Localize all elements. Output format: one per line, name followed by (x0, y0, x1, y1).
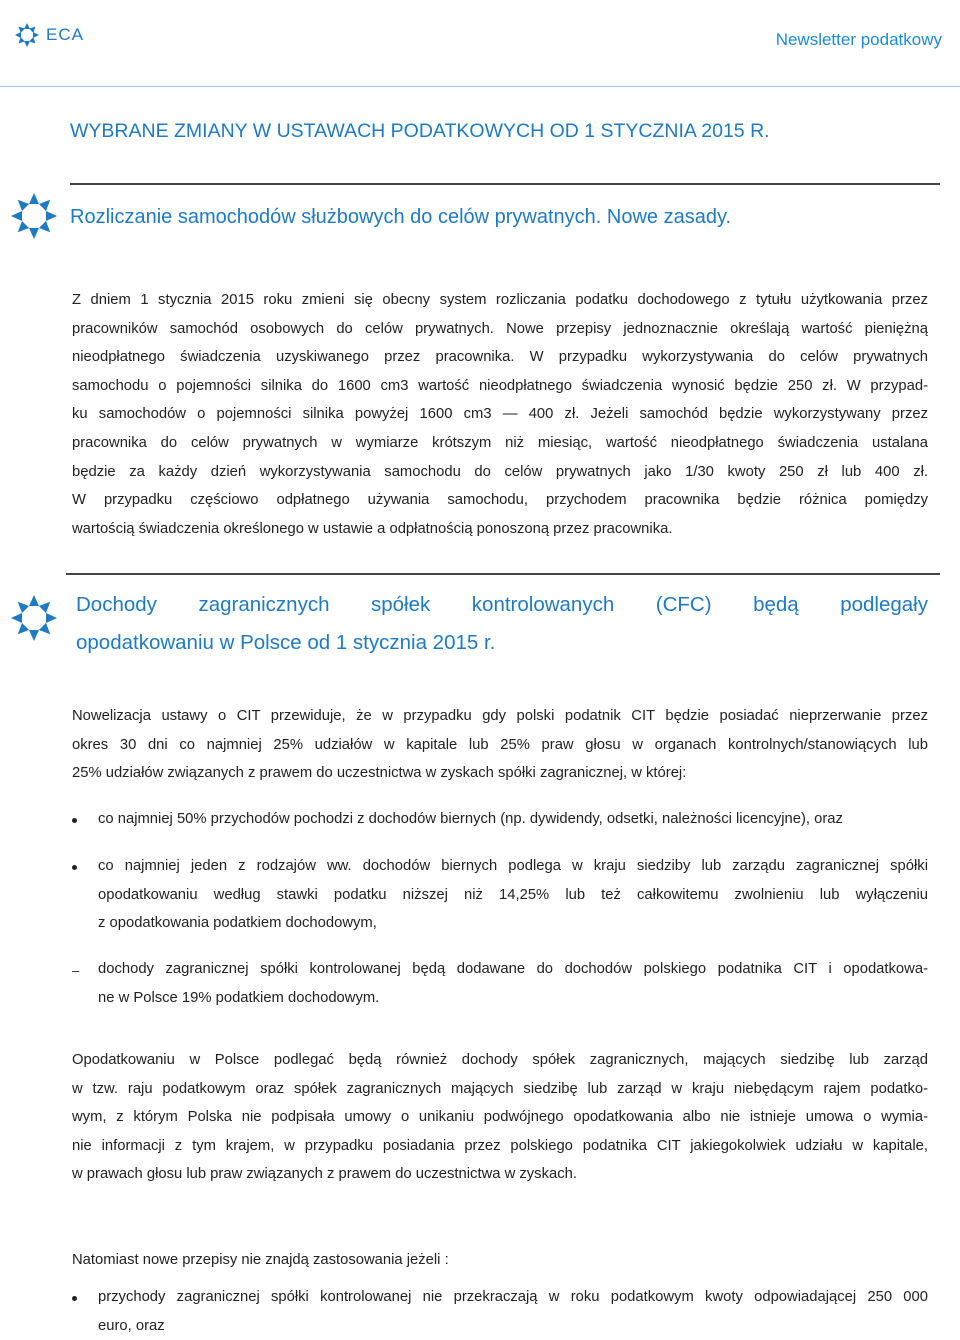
text-line: co najmniej jeden z rodzajów ww. dochodów biernych podlega w kraju siedziby lub zarządu zagranicznej spółki (98, 858, 928, 874)
text-line: W przypadku częściowo odpłatnego używania samochodu, przychodem pracownika będzie różnica pomiędzy (72, 492, 928, 509)
section-paragraph (72, 1046, 928, 1189)
list-item-text: co najmniej 50% przychodów pochodzi z dochodów biernych (np. dywidendy, odsetki, należności licencyjne), oraz (98, 811, 843, 827)
section-paragraph (72, 702, 928, 788)
text-line: nie informacji z tym krajem, w przypadku posiadania przez polskiego podatnika CIT jakiegokolwiek udziału w kapitale, (72, 1137, 928, 1154)
section-heading: Rozliczanie samochodów służbowych do celów prywatnych. Nowe zasady. (70, 206, 732, 228)
bullet-dot-icon (72, 1296, 77, 1301)
text-line: w prawach głosu lub praw związanych z prawem do uczestnictwa w zyskach. (72, 1166, 577, 1183)
text-line: wartością świadczenia określonego w ustawie a odpłatnością ponoszoną przez pracownika. (72, 520, 673, 537)
page-title: WYBRANE ZMIANY W USTAWACH PODATKOWYCH OD 1 STYCZNIA 2015 R. (70, 120, 770, 142)
section-heading (76, 586, 928, 662)
text-line: ku samochodów o pojemności silnika powyżej 1600 cm3 — 400 zł. Jeżeli samochód będzie wykorzystywany przez (72, 406, 928, 423)
section-divider (70, 183, 940, 185)
section-divider (66, 573, 940, 575)
newsletter-title: Newsletter podatkowy (775, 30, 942, 49)
star-icon (10, 192, 58, 240)
text-line: przychody zagranicznej spółki kontrolowanej nie przekraczają w roku podatkowym kwoty odpowiadającej 250 000 (98, 1289, 928, 1305)
star-icon (10, 594, 58, 642)
eca-logo-icon (14, 22, 40, 48)
text-line: pracownika do celów prywatnych w wymiarze krótszym niż miesiąc, wartość nieodpłatnego świadczenia ustalana (72, 434, 928, 451)
heading-line: opodatkowaniu w Polsce od 1 stycznia 2015 r. (76, 631, 496, 654)
text-line: dochody zagranicznej spółki kontrolowanej będą dodawane do dochodów polskiego podatnika CIT i opodatkowa- (98, 961, 928, 977)
text-line: z opodatkowania podatkiem dochodowym, (98, 915, 377, 932)
text-line: pracowników samochód osobowych do celów prywatnych. Nowe przepisy jednoznacznie określają wartość pieniężną (72, 320, 928, 337)
text-line: w tzw. raju podatkowym oraz spółek zagranicznych mających siedzibę lub zarząd w kraju niebędącym rajem podatko- (72, 1080, 928, 1097)
bullet-dot-icon (72, 865, 77, 870)
text-line: euro, oraz (98, 1317, 165, 1334)
text-line: samochodu o pojemności silnika do 1600 cm3 wartość nieodpłatnego świadczenia wynosić będzie 250 zł. W przypad- (72, 377, 928, 394)
header-divider (0, 86, 960, 87)
text-line: opodatkowaniu według stawki podatku niższej niż 14,25% lub też całkowitemu zwolnieniu lub wyłączeniu (98, 886, 928, 903)
bullet-dot-icon (72, 818, 77, 823)
text-line: ne w Polsce 19% podatkiem dochodowym. (98, 989, 380, 1006)
text-line: Nowelizacja ustawy o CIT przewiduje, że w przypadku gdy polski podatnik CIT będzie posiadać nieprzerwanie przez (72, 708, 928, 724)
logo-text: ECA (46, 25, 84, 44)
text-line: Opodatkowaniu w Polsce podlegać będą również dochody spółek zagranicznych, mających siedzibę lub zarząd (72, 1052, 928, 1068)
text-line: nieodpłatnego świadczenia uzyskiwanego przez pracownika. W przypadku wykorzystywania do celów prywatnych (72, 349, 928, 366)
text-line: będzie za każdy dzień wykorzystywania samochodu do celów prywatnych jako 1/30 kwoty 250 zł lub 400 zł. (72, 463, 928, 480)
text-line: Z dniem 1 stycznia 2015 roku zmieni się obecny system rozliczania podatku dochodowego z tytułu użytkowania przez (72, 292, 928, 308)
eca-logo[interactable] (14, 22, 84, 48)
text-line: wym, z którym Polska nie podpisała umowy o unikaniu podwójnego opodatkowania albo nie istnieje umowa o wymia- (72, 1109, 928, 1126)
heading-line: Dochody zagranicznych spółek kontrolowanych (CFC) będą podlegały (76, 593, 928, 616)
section-paragraph: Natomiast nowe przepisy nie znajdą zastosowania jeżeli : (72, 1252, 449, 1268)
text-line: okres 30 dni co najmniej 25% udziałów w kapitale lub 25% praw głosu w organach kontrolnych/stanowiących lub (72, 736, 928, 753)
bullet-dash-icon: – (72, 963, 80, 978)
section-paragraph (72, 286, 928, 543)
text-line: 25% udziałów związanych z prawem do uczestnictwa w zyskach spółki zagranicznej, w której: (72, 765, 687, 782)
